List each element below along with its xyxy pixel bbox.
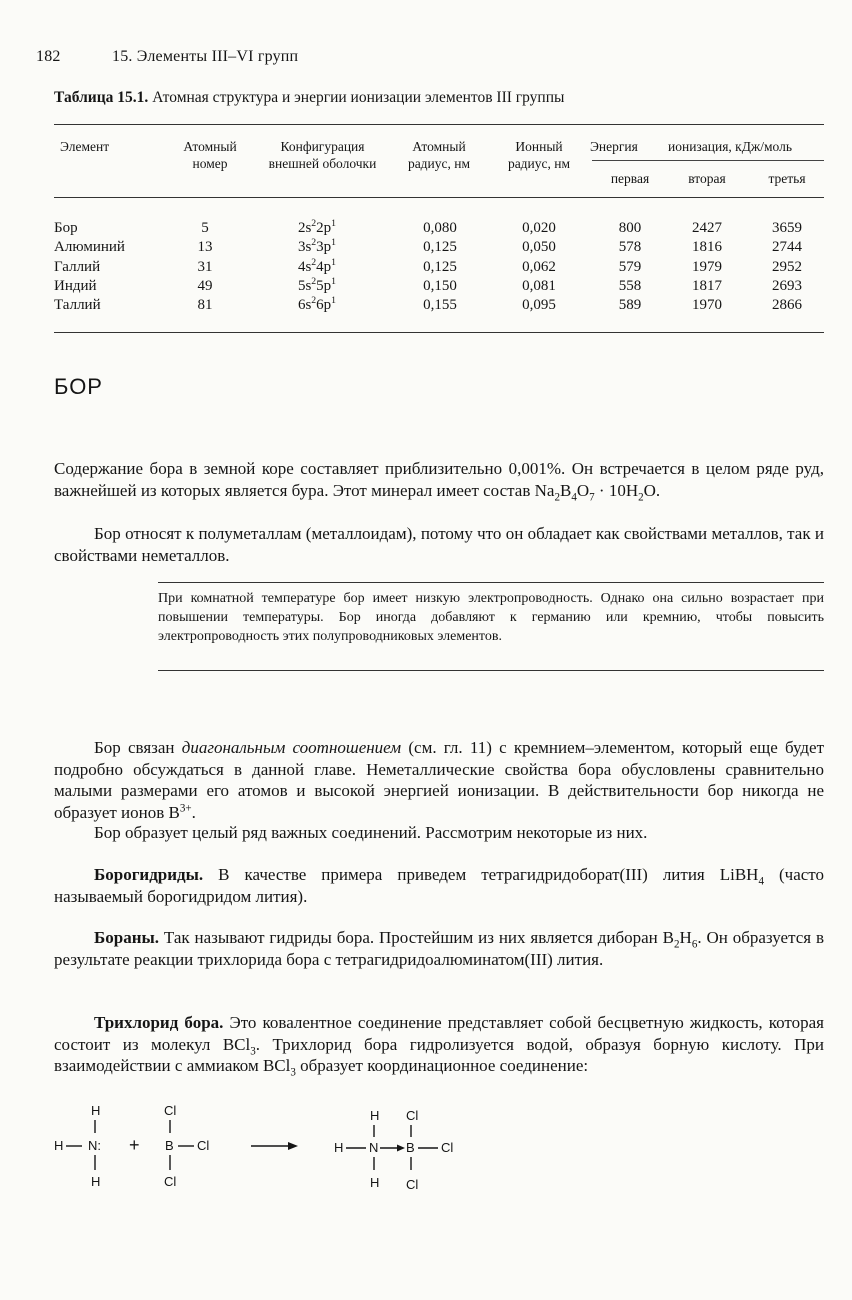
paragraph-borohydrides bbox=[54, 864, 824, 907]
page-number: 182 bbox=[36, 48, 61, 65]
configuration-part: 5p bbox=[316, 277, 332, 294]
eq-adduct-h-top: H bbox=[370, 1108, 380, 1123]
table-caption-text: Атомная структура и энергии ионизации элементов III группы bbox=[152, 89, 565, 106]
p1-sub: 2 bbox=[638, 490, 644, 503]
note-top-rule bbox=[158, 582, 824, 583]
cell-ionic-radius: 0,081 bbox=[522, 277, 556, 294]
th-first: первая bbox=[610, 171, 650, 186]
th-ionization: ионизация, кДж/моль bbox=[668, 139, 793, 154]
paragraph-metalloid bbox=[54, 523, 824, 566]
table-top-rule bbox=[54, 124, 824, 125]
paragraph-boron-abundance bbox=[54, 458, 824, 501]
th-atomic-radius: Атомный радиус, нм bbox=[407, 139, 471, 171]
eq-adduct-b: B bbox=[406, 1140, 415, 1155]
p6-sub: 2 bbox=[674, 938, 680, 951]
eq-adduct-cl-bottom: Cl bbox=[406, 1177, 419, 1192]
cell-configuration bbox=[262, 238, 372, 258]
table-header-rule bbox=[54, 197, 824, 198]
cell-configuration bbox=[262, 277, 372, 297]
chapter-title: 15. Элементы III–VI групп bbox=[112, 48, 299, 65]
cell-configuration bbox=[262, 219, 372, 239]
paragraph-diagonal-relation bbox=[54, 737, 824, 823]
p3-text: Бор связан bbox=[94, 738, 182, 757]
p3-emphasis: диагональным соотношением bbox=[181, 738, 402, 757]
configuration-part: 2 bbox=[311, 256, 317, 268]
p5-heading: Борогидриды. bbox=[94, 865, 204, 884]
configuration-part: 3p bbox=[316, 239, 332, 256]
p5-sub: 4 bbox=[758, 875, 764, 888]
configuration-part: 1 bbox=[331, 218, 337, 229]
cell-element: Бор bbox=[54, 220, 78, 236]
table-caption-label: Таблица 15.1. bbox=[54, 89, 149, 106]
p7-text: . Трихлорид бора гидролизуется водой, образуя борную кислоту. При взаимодействии с аммиаком BCl bbox=[54, 1034, 825, 1075]
cell-atomic-radius: 0,125 bbox=[423, 239, 457, 256]
configuration-part: 1 bbox=[331, 295, 337, 307]
eq-arrow-head bbox=[288, 1142, 298, 1150]
p3-text: (см. гл. 11) с кремнием–элементом, который еще будет подробно обсуждаться в данной главе. Неметаллические свойства бора обусловлены сравнительно малыми размерами его атомов и высокой энергией ионизации. В действительности бор никогда не образует ионов B bbox=[54, 738, 824, 822]
cell-energy-third: 3659 bbox=[772, 220, 802, 236]
p7-sub: 3 bbox=[250, 1044, 256, 1057]
cell-energy-first: 558 bbox=[618, 277, 642, 294]
cell-energy-first: 578 bbox=[618, 239, 642, 256]
cell-atomic-number: 13 bbox=[197, 239, 213, 256]
th-energy: Энергия bbox=[590, 139, 638, 154]
p2-text: Бор относят к полуметаллам (металлоидам), потому что он обладает как свойствами металлов, так и свойствами неметаллов. bbox=[54, 524, 824, 565]
cell-atomic-number: 49 bbox=[197, 277, 213, 294]
p7-text: Это ковалентное соединение представляет собой бесцветную жидкость, которая состоит из молекул BCl bbox=[54, 1013, 824, 1054]
eq-adduct-cl-top: Cl bbox=[406, 1108, 419, 1123]
eq-bcl3-cl-right: Cl bbox=[197, 1138, 210, 1153]
eq-dative-arrow-head bbox=[397, 1145, 405, 1152]
cell-ionic-radius: 0,062 bbox=[522, 258, 556, 275]
p4-text: Бор образует целый ряд важных соединений. Рассмотрим некоторые из них. bbox=[94, 823, 648, 842]
p7-sub: 3 bbox=[290, 1066, 296, 1079]
note-bottom-rule bbox=[158, 670, 824, 671]
configuration-part: 6s bbox=[297, 297, 312, 314]
cell-atomic-number: 31 bbox=[197, 258, 213, 275]
p1-sub: 2 bbox=[554, 490, 560, 503]
paragraph-boranes bbox=[54, 927, 824, 970]
reaction-equation bbox=[54, 1100, 514, 1192]
eq-nh3-n: N: bbox=[88, 1138, 101, 1153]
eq-nh3-h-top: H bbox=[91, 1103, 101, 1118]
eq-bcl3-b: B bbox=[165, 1138, 174, 1153]
eq-nh3-h-left: H bbox=[54, 1138, 64, 1153]
configuration-part: 2s bbox=[297, 220, 312, 236]
th-element: Элемент bbox=[60, 139, 110, 154]
cell-element: Алюминий bbox=[54, 239, 125, 256]
cell-element: Индий bbox=[54, 277, 97, 294]
configuration-part: 2 bbox=[311, 295, 317, 307]
cell-energy-second: 1970 bbox=[692, 297, 722, 314]
cell-energy-second: 1979 bbox=[692, 258, 722, 275]
configuration-part: 2 bbox=[311, 237, 317, 249]
th-second: вторая bbox=[688, 171, 726, 186]
eq-adduct-h-left: H bbox=[334, 1140, 344, 1155]
cell-energy-second: 1817 bbox=[692, 277, 722, 294]
cell-atomic-radius: 0,125 bbox=[423, 258, 457, 275]
configuration-part: 3s bbox=[297, 239, 312, 256]
p1-text: O bbox=[576, 480, 590, 500]
p1-text: B bbox=[559, 480, 572, 500]
cell-element: Галлий bbox=[54, 258, 101, 275]
th-configuration: Конфигурация внешней оболочки bbox=[268, 139, 377, 171]
cell-energy-first: 589 bbox=[618, 297, 642, 314]
cell-energy-second: 1816 bbox=[692, 239, 722, 256]
cell-energy-third: 2744 bbox=[772, 239, 802, 256]
p3-text: . bbox=[191, 802, 196, 822]
cell-ionic-radius: 0,020 bbox=[522, 220, 556, 236]
section-title: БОР bbox=[54, 374, 103, 399]
p3-sup: 3+ bbox=[179, 801, 192, 814]
cell-atomic-number: 5 bbox=[201, 220, 209, 236]
p5-text: (часто называемый борогидридом лития). bbox=[54, 865, 824, 906]
p7-text: образует координационное соединение: bbox=[295, 1056, 589, 1075]
cell-ionic-radius: 0,050 bbox=[522, 239, 556, 256]
p6-sub: 6 bbox=[691, 938, 698, 951]
cell-energy-third: 2952 bbox=[772, 258, 802, 275]
cell-energy-first: 579 bbox=[618, 258, 642, 275]
configuration-part: 2 bbox=[311, 275, 317, 287]
table-energy-subrule bbox=[592, 160, 824, 161]
p1-sub: 7 bbox=[589, 490, 595, 503]
configuration-part: 1 bbox=[331, 256, 337, 268]
configuration-part: 5s bbox=[297, 277, 312, 294]
p6-text: . Он образуется в результате реакции трихлорида бора с тетрагидридоалюминатом(III) лития. bbox=[54, 928, 824, 969]
cell-atomic-radius: 0,155 bbox=[423, 297, 457, 314]
table-bottom-rule bbox=[54, 332, 824, 333]
p1-text: O. bbox=[643, 480, 661, 500]
eq-adduct-cl-right: Cl bbox=[441, 1140, 454, 1155]
cell-energy-second: 2427 bbox=[692, 220, 722, 236]
p6-text: H bbox=[679, 928, 692, 947]
p5-text: В качестве примера приведем тетрагидридоборат(III) лития LiBH bbox=[203, 865, 759, 884]
configuration-part: 6p bbox=[316, 297, 332, 314]
paragraph-compounds bbox=[54, 822, 824, 844]
cell-ionic-radius: 0,095 bbox=[522, 297, 556, 314]
cell-element: Таллий bbox=[54, 297, 101, 314]
eq-plus: + bbox=[129, 1135, 140, 1155]
th-ionic-radius: Ионный радиус, нм bbox=[507, 139, 571, 171]
cell-energy-third: 2866 bbox=[772, 297, 802, 314]
p1-text: · 10H bbox=[594, 480, 639, 500]
th-third: третья bbox=[768, 171, 806, 186]
configuration-part: 4s bbox=[297, 258, 312, 275]
configuration-part: 4p bbox=[316, 258, 332, 275]
eq-bcl3-cl-top: Cl bbox=[164, 1103, 177, 1118]
cell-energy-third: 2693 bbox=[772, 277, 802, 294]
eq-adduct-n: N bbox=[369, 1140, 379, 1155]
table-caption bbox=[54, 89, 564, 107]
p1-sub: 4 bbox=[571, 490, 577, 503]
eq-bcl3-cl-bottom: Cl bbox=[164, 1174, 177, 1189]
cell-energy-first: 800 bbox=[618, 220, 642, 236]
cell-atomic-radius: 0,080 bbox=[423, 220, 457, 236]
cell-atomic-radius: 0,150 bbox=[423, 277, 457, 294]
configuration-part: 1 bbox=[331, 275, 337, 287]
p1-text: Содержание бора в земной коре составляет приблизительно 0,001%. Он встречается в целом ряде руд, важнейшей из которых является бура. Этот минерал имеет состав Na bbox=[54, 459, 824, 500]
cell-configuration bbox=[262, 296, 372, 316]
cell-atomic-number: 81 bbox=[197, 297, 213, 314]
configuration-part: 2 bbox=[311, 218, 317, 229]
p6-text: Так называют гидриды бора. Простейшим из них является диборан B bbox=[159, 928, 674, 947]
paragraph-boron-trichloride bbox=[54, 1012, 824, 1077]
p7-heading: Трихлорид бора. bbox=[94, 1013, 224, 1032]
eq-nh3-h-bottom: H bbox=[91, 1174, 101, 1189]
cell-configuration bbox=[262, 258, 372, 278]
note-text: При комнатной температуре бор имеет низкую электропроводность. Однако она сильно возрастает при повышении температуры. Бор иногда добавляют к германию или кремнию, чтобы повысить электропроводность этих полупроводниковых элементов. bbox=[158, 591, 824, 644]
p6-heading: Бораны. bbox=[94, 928, 160, 947]
eq-adduct-h-bottom: H bbox=[370, 1175, 380, 1190]
running-header bbox=[36, 48, 298, 66]
configuration-part: 2p bbox=[316, 220, 332, 236]
th-atomic-number: Атомный номер bbox=[183, 139, 237, 171]
configuration-part: 1 bbox=[331, 237, 337, 249]
